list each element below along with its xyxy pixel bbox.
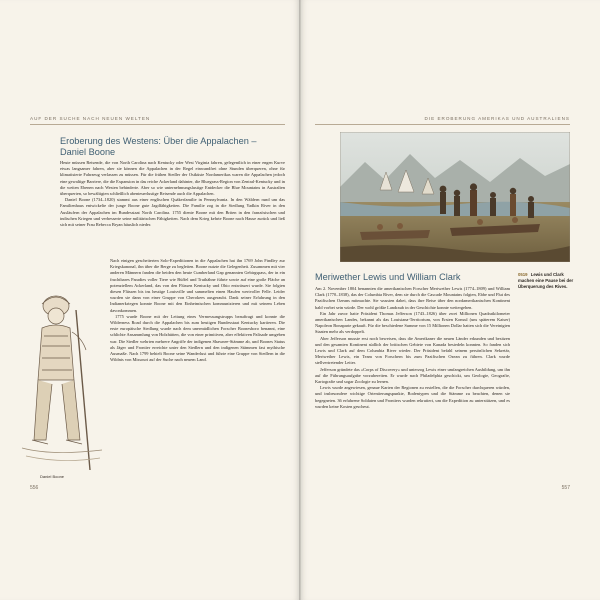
lewis-and-clark-river-painting	[340, 132, 570, 262]
paragraph-4: Jefferson gründete das »Corps of Discovery« und unterzog Lewis einer umfangreichen Ausbildung, um ihn auf die Führungsaufgabe vorzubereiten. Er wurde nach Philadelphia geschickt, um Geologie, Geografie, Kartografie und sogar Zoologie zu lernen.	[315, 366, 510, 385]
paragraph-4: 1775 wurde Boone mit der Leitung eines Vermessungstrupps beauftragt und konnte die Wilderness Road durch die Appalachen bis zum heutigen Bundesstaat Kentucky kartieren. Die erste europäische Siedlung wurde nach dem unermüdlichen Forscher Boonesboro benannt, eine schlichte Ansammlung von Holzhütten, die von einer primitiven, aber effektiven Palisade umgeben war. Die Siedler wehrten mehrere Angriffe der indigenen Shawnee-Stämme ab, und Boones Status als Jäger und Frontier erreichte unter den Siedlern und den indigenen Stämmen fast mythische Ausmaße. Nach 1799 behielt Boone seine Wanderlust und führte eine Gruppe von Siedlern in die Wildnis von Missouri auf der Suche nach neuem Land.	[110, 313, 285, 363]
section-heading-boone: Eroberung des Westens: Über die Appalachen – Daniel Boone	[60, 136, 257, 157]
intro-text-block	[60, 160, 285, 228]
header-rule-left	[30, 124, 285, 125]
section-heading-lewis-clark: Meriwether Lewis und William Clark	[315, 272, 461, 282]
paragraph-3: Aber Jefferson musste erst noch beweisen, dass die Amerikaner die neuen Länder erkunden und besitzen und den gesamten Kontinent südlich der britischen Gebiete von Kanada besiedeln konnten. So fanden sich Lewis und Clark auf dem Columbia River wieder. Der Präsident befahl seinem persönlichen Sekretär, Meriwether Lewis, ein Team von Forschern bis zum Pazifischen Ozean zu führen. Clark wurde stellvertretender Leiter.	[315, 335, 510, 366]
sketch-caption: Daniel Boone	[40, 474, 65, 479]
page-number-left: 556	[30, 485, 39, 491]
paragraph-1: Heute müssen Reisende, die von North Carolina nach Kentucky oder West Virginia fahren, gelegentlich in einer engen Kurve etwas langsamer fahren, aber sie können die Appalachen in der Regel einwandfrei ohne Stunden überqueren, ohne für klimatisierte Fahrzeug verlassen zu müssen. Für die frühen Siedler der Ostküste Nordamerikas waren die Appalachen jedoch eine gewaltige Barriere, die die Expansion in das reiche Ackerland dahinter, die Bluegrass-Region von Zentral-Kentucky und in die weiten Ebenen nach Westen behinderte. Aber so wie unternehmungslustige Entdecker die Blue Mountains in Australien überquerten, so bewältigten schließlich abenteuerlustige Reisende auch die Appalachen.	[60, 160, 285, 197]
right-page	[300, 0, 600, 600]
figure-caption	[518, 272, 578, 289]
page-number-right: 557	[561, 485, 570, 491]
running-head-left: AUF DER SUCHE NACH NEUEN WELTEN	[30, 116, 151, 121]
lewis-clark-text-block	[315, 286, 510, 410]
paragraph-3: Nach einigen gescheiterten Solo-Expeditionen in die Appalachen hat ihn 1769 John Findley zur Kriegskanonal, ihn über die Berge zu begleiten. Boone nutzte die Gelegenheit. Zusammen mit vier anderen Männern fanden die beiden den heute Cumberland Gap genannten Gebirgspass, der in ein fruchtbares Paradies voller Tiere wie Büffel und Truthähne führte sowie auf eine große Fläche an potenziellem Ackerland, das von den Flüssen Kentucky und Ohio entwässert wurde. Sie folgten diesen Flüssen bis ins heutige Louisville und sammelten einen Haufen wertvoller Felle. Leider wurden sie dann von einer Gruppe von Cherokees ausgeraubt. Dank seiner Erfahrung in den Indianerkriegen konnte Boone mit den Einheimischen kommunizieren und mit seinem Leben davonkommen.	[110, 258, 285, 313]
daniel-boone-sketch	[12, 280, 110, 480]
paragraph-1: Am 2. November 1804 benannten die amerikanischen Forscher Meriwether Lewis (1774–1809) und William Clark (1770–1838), das der Columbia River, dem sie durch die Cascade Mountains folgten, Ebbe und Flut des Pazifischen Ozeans mitmachte. Sie wussten dabei, dass ihre Reise über den nordamerikanischen Kontinent bald vorbei sein würde. Der wohl größte Landraub in der Geschichte konnte weitergehen.	[315, 286, 510, 310]
caption-text: Lewis und Clark machen eine Pause bei der Überquerung des Rives.	[518, 272, 574, 289]
continued-text-block	[110, 258, 285, 363]
header-rule-right	[315, 124, 570, 125]
book-gutter	[299, 0, 301, 600]
paragraph-5: Lewis wurde angewiesen, genaue Karten der Regionen zu erstellen, die die Forscher durchqueren würden, und insbesondere wichtige Orientierungspunkte, Bodentypen und die Stämme zu beachten, denen sie begegneten. 36 erfahrene Soldaten und Frontiers wurden rekrutiert, um die Expedition zu unterstützen, und es wurden keine Kosten gescheut.	[315, 385, 510, 409]
caption-number: 0519	[518, 272, 528, 277]
paragraph-2: Ein Jahr zuvor hatte Präsident Thomas Jefferson (1743–1826) über zwei Millionen Quadratkilometer amerikanischen Landes, bekannt als das Louisiana-Territorium, von Ersten Konsul (uns späterem Kaiser) Napoleon Bonaparte gekauft. Für die beschiedene Summe von 15 Millionen Dollar hatten sich die Vereinigten Staaten mehr als verdoppelt.	[315, 310, 510, 335]
paragraph-2: Daniel Boone (1734–1820) stammt aus einer englischen Quäkerfamilie in Pennsylvania. In den Wäldern rund um das Familienhaus entwickelte der junge Boone gute Jagdfähigkeiten. Die Familie zog in die Siedlung Yadkin River in den Ausläufern der Appalachen im Bundesstaat North Carolina. 1755 diente Boone mit den Briten in den französischen und indischen Kriegen und verbesserte seine militärischen Fähigkeiten. Nach dem Krieg kehrte Boone nach Hause zurück und ließ sich mit seiner Frau Rebecca Bryan häuslich nieder.	[60, 197, 285, 228]
running-head-right: DIE EROBERUNG AMERIKAS UND AUSTRALIENS	[424, 116, 570, 121]
